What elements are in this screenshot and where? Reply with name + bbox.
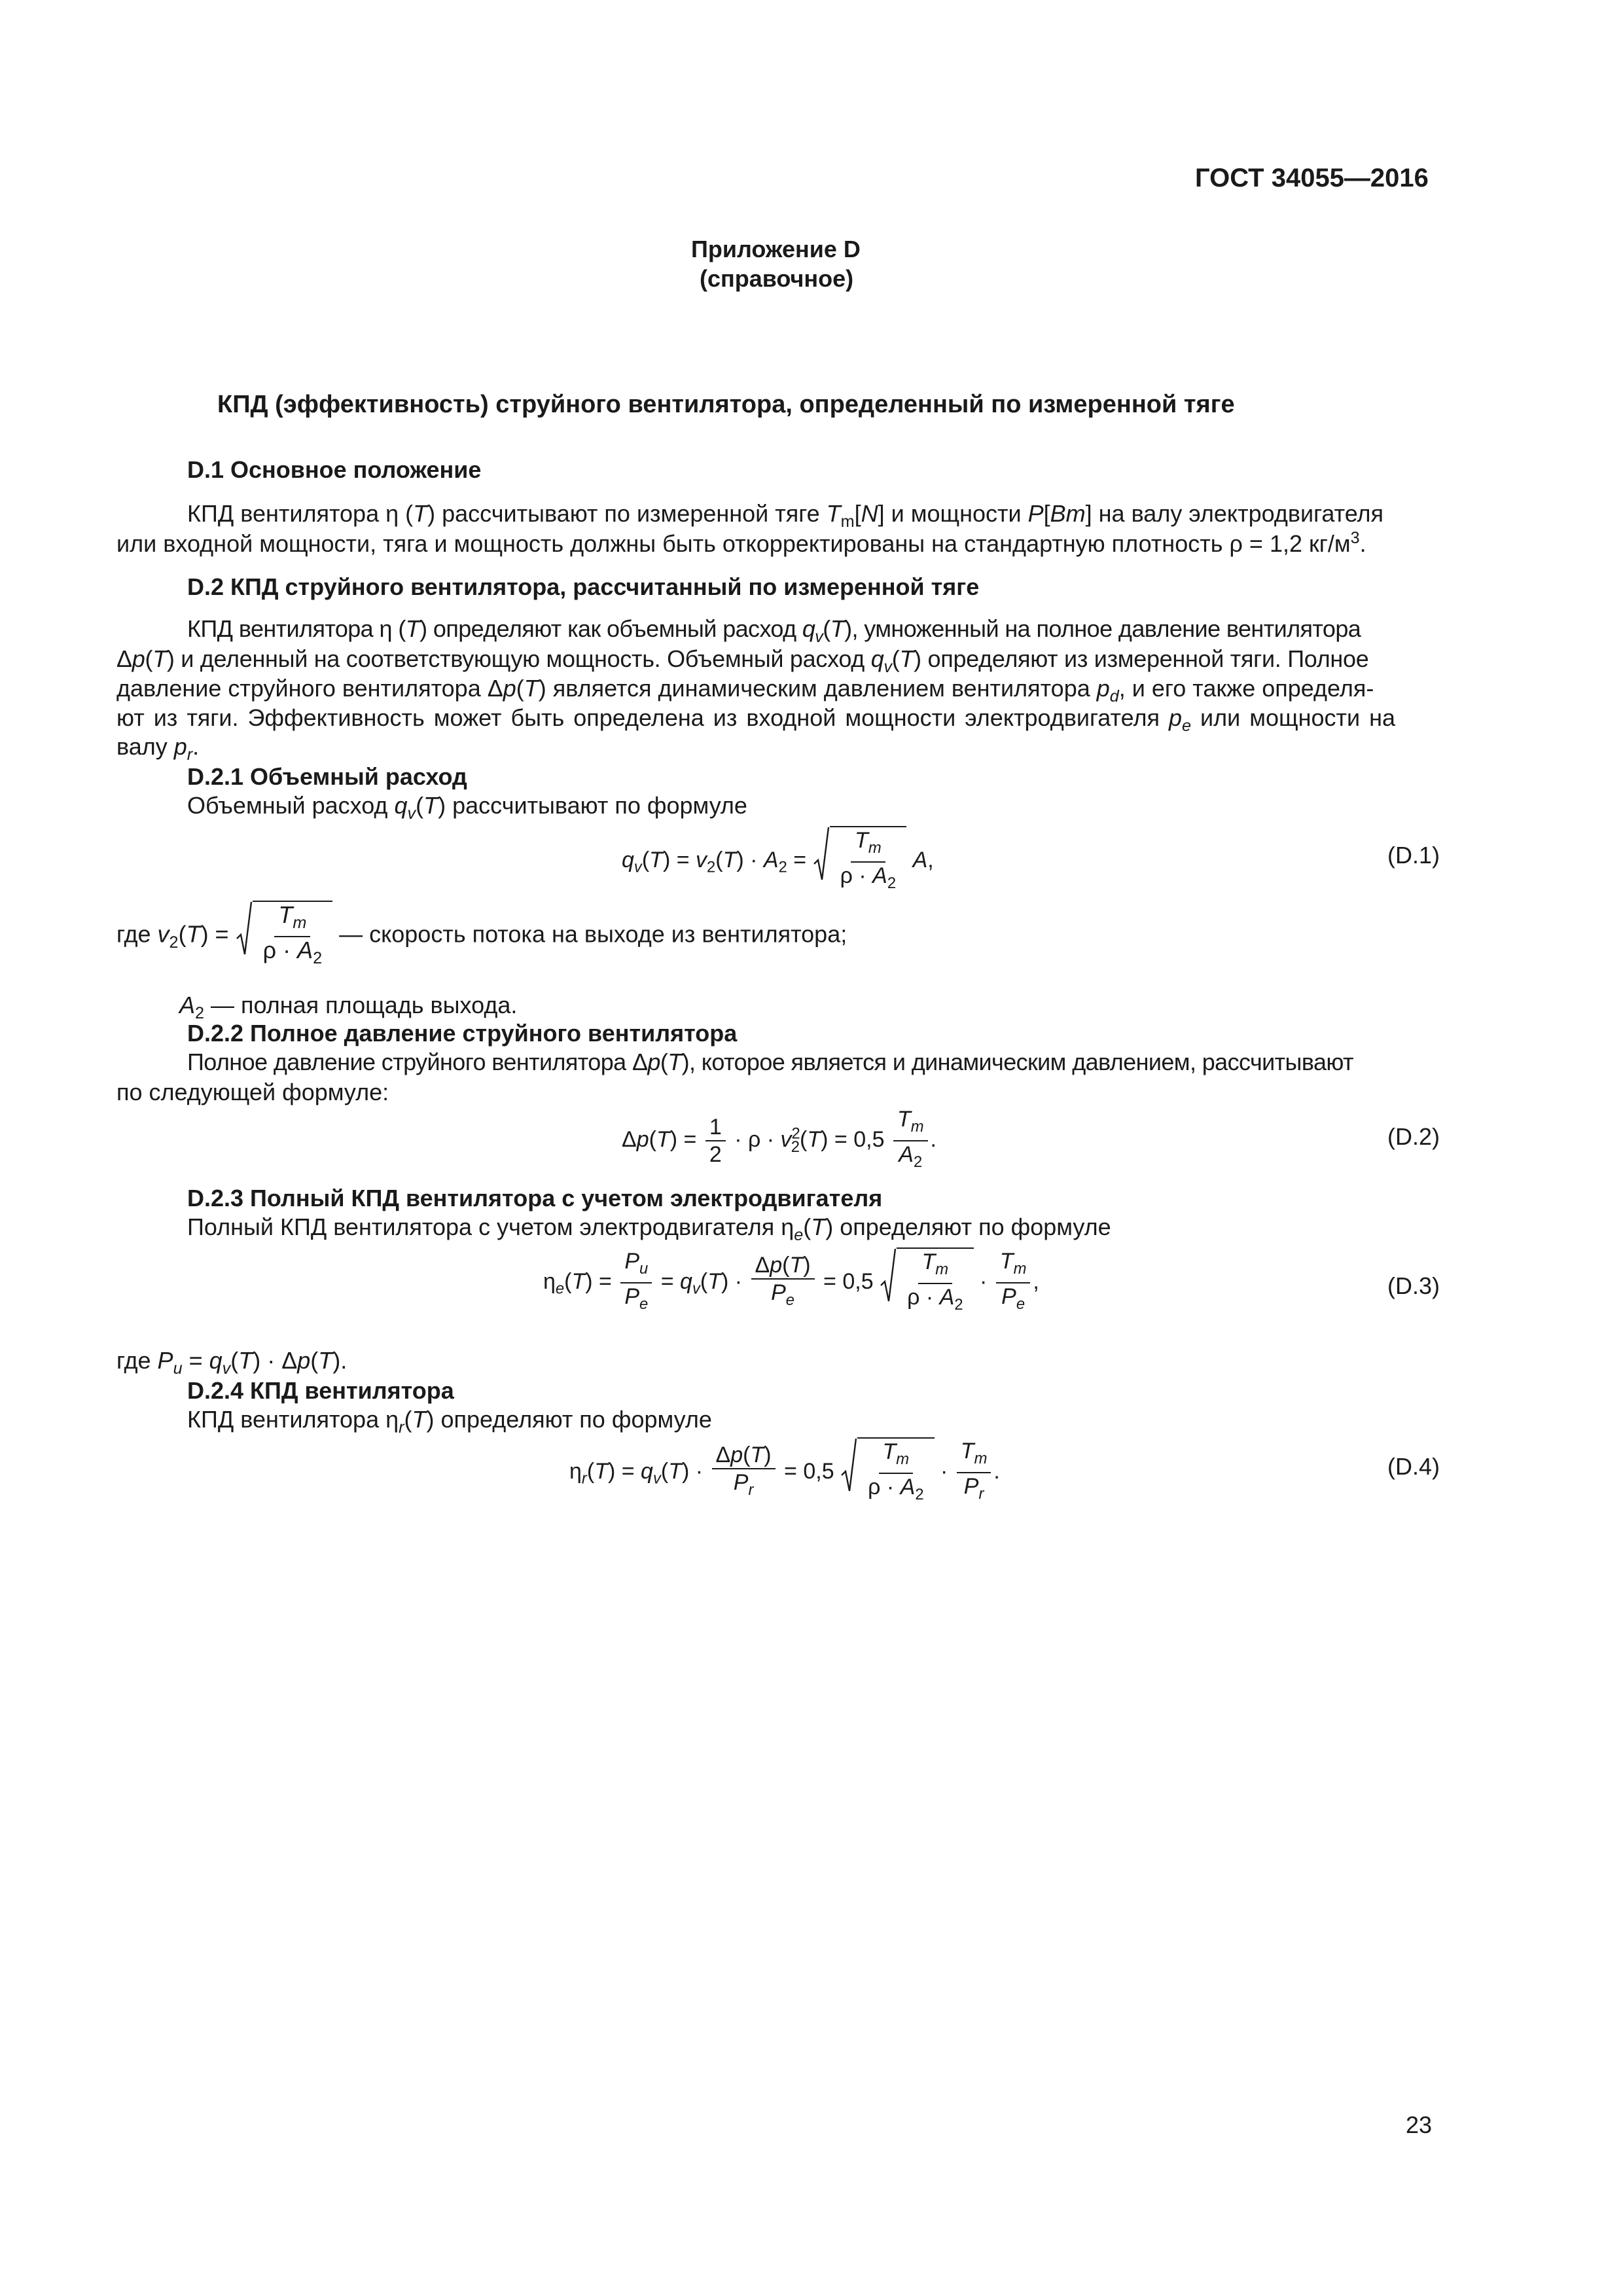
equation-d4-number: (D.4) — [1387, 1453, 1440, 1480]
equation-d4: $\eta_r(T) = q_v(T)$ · $\frac{\Delta p(T)}{P_r}$ = 0,5 $\frac{T_m}{\rho \cdot A_2}$ · $\frac{T_m}{P_r}$ . — [569, 1437, 1000, 1508]
section-d2-heading: D.2 КПД струйного вентилятора, рассчитанный по измеренной тяге — [187, 573, 980, 600]
section-d2-line3: давление струйного вентилятора Δp(T) является динамическим давлением вентилятора $p_d$, и его также определя- — [116, 675, 1374, 706]
section-d2-line2: Δp(T) и деленный на соответствующую мощность. Объемный расход $q_v(T)$ определяют из измеренной тяги. Полное — [116, 645, 1369, 677]
section-d23-heading: D.2.3 Полный КПД вентилятора с учетом электродвигателя — [187, 1185, 883, 1211]
section-d21-heading: D.2.1 Объемный расход — [187, 763, 467, 790]
equation-d2-number: (D.2) — [1387, 1123, 1440, 1150]
sqrt-symbol: $\frac{T_m}{\rho \cdot A_2}$ — [840, 1437, 935, 1508]
section-d2-line1: КПД вентилятора η (T) определяют как объемный расход $q_v(T)$, умноженный на полное давление вентилятора — [187, 615, 1361, 647]
section-d21-intro: Объемный расход $q_v(T)$ рассчитывают по формуле — [187, 792, 747, 823]
section-d24-intro: КПД вентилятора $\eta_r(T)$ определяют по формуле — [187, 1406, 712, 1437]
section-d23-intro: Полный КПД вентилятора с учетом электродвигателя $\eta_e(T)$ определяют по формуле — [187, 1213, 1111, 1245]
definition-v2: где $v_2(T)$ = $\frac{T_m}{\rho \cdot A_2}$ — скорость потока на выходе из вентилятора; — [116, 901, 847, 971]
equation-d1-number: (D.1) — [1387, 842, 1440, 869]
sqrt-symbol: $\frac{T_m}{\rho \cdot A_2}$ — [236, 901, 333, 971]
page-number: 23 — [1406, 2111, 1433, 2138]
appendix-subtitle: (справочное) — [700, 265, 854, 292]
section-d24-heading: D.2.4 КПД вентилятора — [187, 1377, 454, 1404]
section-d22-line1: Полное давление струйного вентилятора Δp(T), которое является и динамическим давлением, рассчитывают — [187, 1049, 1353, 1075]
section-d22-heading: D.2.2 Полное давление струйного вентилятора — [187, 1020, 738, 1047]
definition-pu: где $P_u = q_v(T) \cdot \Delta p(T)$. — [116, 1347, 348, 1378]
section-d2-line4: ют из тяги. Эффективность может быть определена из входной мощности электродвигателя $p_e$ или мощности на — [116, 704, 1396, 736]
equation-d1: $q_v(T) = v_2(T) \cdot A_2$ = $\frac{T_m}{\rho \cdot A_2}$ A, — [622, 826, 934, 897]
section-d22-line2: по следующей формуле: — [116, 1079, 389, 1105]
standard-number: ГОСТ 34055—2016 — [1195, 164, 1429, 192]
definition-a2: $A_2$ — полная площадь выхода. — [179, 992, 518, 1023]
equation-d3-number: (D.3) — [1387, 1272, 1440, 1299]
sqrt-symbol: $\frac{T_m}{\rho \cdot A_2}$ — [813, 826, 907, 897]
equation-d2: Δp(T) = $\frac{1}{2}$ · $\rho \cdot v^2_2(T) = 0,5$ $\frac{T_m}{A_2}$ . — [622, 1107, 936, 1171]
section-d1-heading: D.1 Основное положение — [187, 456, 482, 483]
sqrt-symbol: $\frac{T_m}{\rho \cdot A_2}$ — [880, 1247, 974, 1318]
main-title: КПД (эффективность) струйного вентилятора, определенный по измеренной тяге — [217, 391, 1235, 418]
section-d1-line1: КПД вентилятора η (T) рассчитывают по измеренной тяге $T_m[N]$ и мощности P[Bm] на валу электродвигателя — [187, 500, 1384, 531]
section-d1-line2: или входной мощности, тяга и мощность должны быть откорректированы на стандартную плотность ρ = 1,2 $кг/м^3$. — [116, 529, 1366, 557]
appendix-title: Приложение D — [691, 236, 861, 262]
equation-d3: $\eta_e(T)$ = $\frac{P_u}{P_e}$ = $q_v(T)$ · $\frac{\Delta p(T)}{P_e}$ = 0,5 $\frac{T_m}{\rho \cdot A_2}$ · $\frac{T_m}{P_e}$ , — [543, 1247, 1039, 1318]
section-d2-line5: валу $p_r$. — [116, 733, 200, 764]
